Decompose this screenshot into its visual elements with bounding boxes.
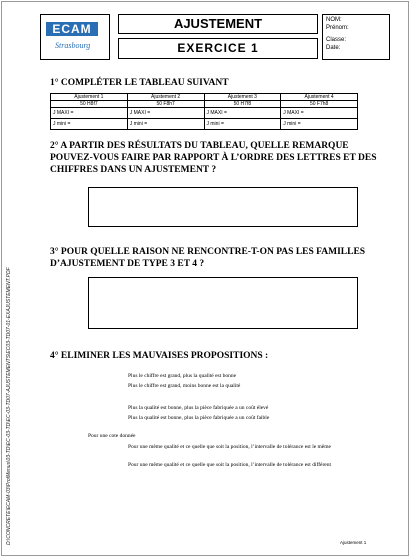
jmax-cell[interactable]: J MAXI = xyxy=(127,108,204,119)
ecam-logo xyxy=(40,14,110,60)
jmax-cell[interactable]: J MAXI = xyxy=(51,108,128,119)
student-info-box xyxy=(322,14,390,60)
table-fit-cell: 50 H8f7 xyxy=(51,101,128,108)
table-fit-cell: 50 H7f8 xyxy=(204,101,281,108)
table-fit-cell: 50 F7h8 xyxy=(281,101,358,108)
document-title: AJUSTEMENT xyxy=(118,14,318,34)
adjustment-table xyxy=(50,93,358,130)
proposition-1[interactable]: Plus le chiffre est grand, plus la qualité est bonne xyxy=(128,373,237,379)
table-header-cell: Ajustement 3 xyxy=(204,94,281,101)
propositions-intro: Pour une cote donnée xyxy=(88,433,136,439)
proposition-5-text: Pour une même qualité et ce quelle que soit la position, l’intervalle de tolérance est le même xyxy=(128,444,331,450)
table-jmin-row xyxy=(51,119,358,130)
proposition-5[interactable] xyxy=(128,443,386,452)
jmin-cell[interactable]: J mini = xyxy=(51,119,128,130)
section1-heading: 1° COMPLÉTER LE TABLEAU SUIVANT xyxy=(50,78,229,88)
proposition-4[interactable]: Plus la qualité est bonne, plus la pièce fabriquée a un coût faible xyxy=(128,415,270,421)
table-header-cell: Ajustement 2 xyxy=(127,94,204,101)
date-field-label: Date: xyxy=(326,45,341,51)
section3-heading: 3° POUR QUELLE RAISON NE RENCONTRE-T-ON PAS LES FAMILLES D’AJUSTEMENT DE TYPE 3 ET 4 ? xyxy=(50,247,366,269)
jmin-cell[interactable]: J mini = xyxy=(127,119,204,130)
answer-box-2[interactable] xyxy=(88,187,358,227)
proposition-6[interactable] xyxy=(128,461,386,470)
table-header-row xyxy=(51,94,358,101)
proposition-2[interactable]: Plus le chiffre est grand, moins bonne est la qualité xyxy=(128,383,241,389)
table-fit-cell: 50 F8h7 xyxy=(127,101,204,108)
jmin-cell[interactable]: J mini = xyxy=(281,119,358,130)
page-footer: Ajustement 1 xyxy=(340,540,367,545)
jmin-cell[interactable]: J mini = xyxy=(204,119,281,130)
nom-field-label: NOM: xyxy=(326,17,342,23)
table-fit-row xyxy=(51,101,358,108)
prenom-field-label: Prénom: xyxy=(326,25,349,31)
table-jmax-row xyxy=(51,108,358,119)
file-path-vertical: D:\CONCRETE\ECAM-03\ProfMenus\03-TD\EC-03-TD\EC-03-TD07-AJUSTEMENTS\EC03-TD07-01-EXAJUSTEMENT.PDF xyxy=(6,267,12,545)
table-header-cell: Ajustement 4 xyxy=(281,94,358,101)
answer-box-3[interactable] xyxy=(88,277,358,329)
table-header-cell: Ajustement 1 xyxy=(51,94,128,101)
proposition-3[interactable]: Plus la qualité est bonne, plus la pièce fabriquée a un coût élevé xyxy=(128,405,269,411)
proposition-6-text: Pour une même qualité et ce quelle que soit la position, l’intervalle de tolérance est différent xyxy=(128,462,332,468)
jmax-cell[interactable]: J MAXI = xyxy=(281,108,358,119)
jmax-cell[interactable]: J MAXI = xyxy=(204,108,281,119)
logo-subtitle: Strasbourg xyxy=(55,41,91,50)
logo-text: ECAM xyxy=(46,22,98,36)
section2-heading: 2° A PARTIR DES RÉSULTATS DU TABLEAU, QUELLE REMARQUE POUVEZ-VOUS FAIRE PAR RAPPORT À L’ORDRE DES LETTRES ET DES CHIFFRES DANS UN AJUSTEMENT ? xyxy=(50,141,377,175)
section4-heading: 4° ELIMINER LES MAUVAISES PROPOSITIONS : xyxy=(50,351,269,361)
classe-field-label: Classe: xyxy=(326,37,347,43)
exercise-title: EXERCICE 1 xyxy=(118,38,318,59)
